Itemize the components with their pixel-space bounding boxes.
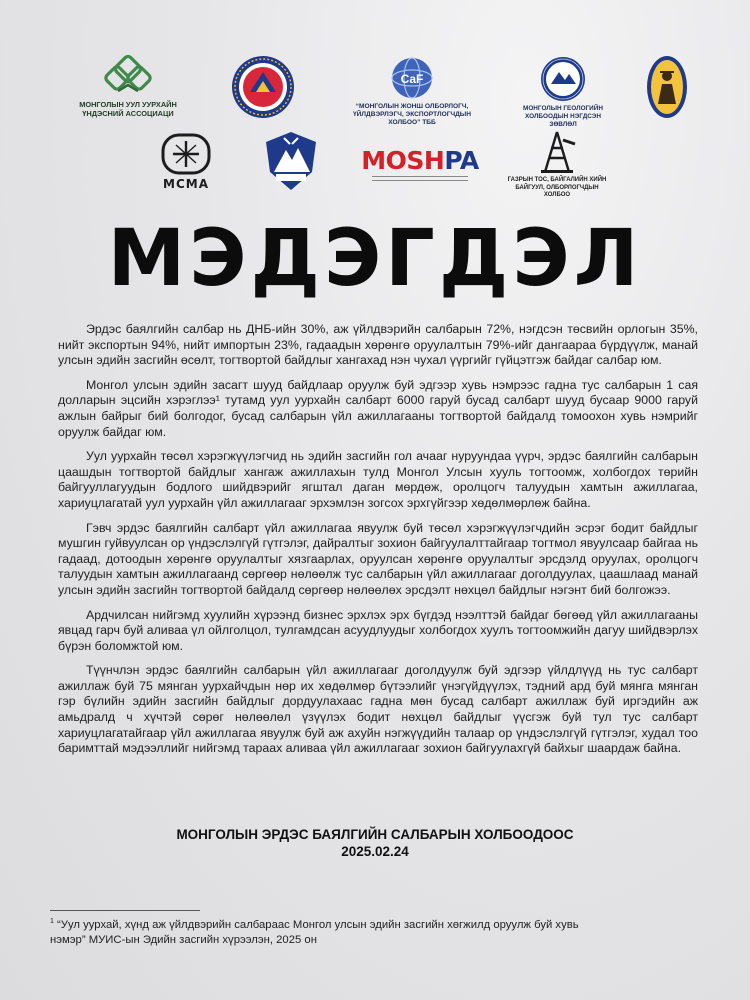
oil-gas-logo <box>502 130 612 200</box>
page-title: МЭДЭГДЭЛ <box>107 214 643 304</box>
umua-caption: МОНГОЛЫН УУЛ УУРХАЙН ҮНДЭСНИЙ АССОЦИАЦИ <box>79 100 177 118</box>
signature-org: МОНГОЛЫН ЭРДЭС БАЯЛГИЙН САЛБАРЫН ХОЛБООДООС <box>176 827 574 842</box>
paragraph-6: Түүнчлэн эрдэс баялгийн салбарын үйл ажиллагааг доголдуулж буй эдгээр үйлдлүүд нь тус салбарт ажиллаж буй 75 мянган уурхайчдын нөр их хөдөлмөр бүтээлийг үнэгүйдүүлэх, тэдний ард буй мянга мянган гэр бүлийн эдийн засгийн байдлыг дордуулахаас гадна мөн бусад салбарт ажиллаж буй иргэдийн аж амьдралд ч хүчтэй сөрөг нөлөөлөл үзүүлэх бодит нөхцөл байдлыг үүсгэж буй тул тус салбарт хариуцлагатайгаар үйл ажиллагаа явуулж буй аж ахуйн нэгжүүдийн талаар ор үндэслэлгүй гүтгэлэг, худал тоо баримттай мэдээллийг нийгэмд тараах аливаа үйл ажиллагааг зохион байгуулахгүй байхыг шаардаж байна. <box>58 663 698 756</box>
statement-body <box>58 322 698 766</box>
paragraph-1: Эрдэс баялгийн салбар нь ДНБ-ийн 30%, аж үйлдвэрийн салбарын 72%, нэгдсэн төсвийн орлогын 35%, нийт экспортын 94%, нийт импортын 23%, гадаадын хөрөнгө оруулалтын 79%-ийг дангаараа бүрдүүлж, манай улсын эдийн засгийн өсөлт, тогтвортой байдлыг хангахад нэн чухал үүргийг гүйцэтгэж байдаг салбар юм. <box>58 322 698 368</box>
svg-text:CaF: CaF <box>400 72 424 86</box>
geo-caption: МОНГОЛЫН ГЕОЛОГИЙН ХОЛБООДЫН НЭГДСЭН ЗӨВЛӨЛ <box>523 105 603 128</box>
moshpa-text-a: MOSH <box>361 146 445 175</box>
moshpa-logo <box>361 146 479 181</box>
footnote <box>50 918 610 948</box>
partner-logos <box>0 0 750 210</box>
knot-emblem-icon <box>104 55 152 97</box>
footnote-marker: 1 <box>50 918 54 926</box>
oil-caption: ГАЗРЫН ТОС, БАЙГАЛИЙН ХИЙН БАЙГУУЛ, ОЛБОРЛОГЧДЫН ХОЛБОО <box>507 177 607 198</box>
paragraph-2: Монгол улсын эдийн засагт шууд байдлаар оруулж буй эдгээр хувь нэмрээс гадна тус салбарын 1 сая долларын эцсийн хэрэглээ¹ тутамд уул уурхайн салбарт 6000 гаруй бусад салбарт шууд бусаар 9000 гаруй ажлын байрыг бий болгодог, бусад салбарын үйл ажиллагааны тогтвортой байдалд томоохон хувь нэмрийг оруулж байдаг юм. <box>58 377 698 439</box>
moshpa-underline <box>372 176 468 181</box>
globe-emblem-icon <box>389 56 435 100</box>
umua-logo <box>58 55 198 118</box>
seal-emblem-icon <box>230 54 296 120</box>
signature-date: 2025.02.24 <box>341 844 409 859</box>
geology-council-logo <box>508 56 618 129</box>
moshpa-text-b: PA <box>444 146 479 175</box>
mcma-logo <box>156 133 216 191</box>
mcma-text: MCMA <box>163 177 209 191</box>
miner-figure-icon <box>646 54 688 120</box>
circle-seal-logo <box>230 54 296 120</box>
mcma-emblem-icon <box>159 133 213 175</box>
wpm-caption: “МОНГОЛЫН ЖОНШ ОЛБОРЛОГЧ, ҮЙЛДВЭРЛЭГЧ, ЭКСПОРТЛОГЧДЫН ХОЛБОО” ТББ <box>353 103 471 126</box>
signature-block <box>0 826 750 860</box>
paragraph-5: Ардчилсан нийгэмд хуулийн хүрээнд бизнес эрхлэх эрх бүгдэд нээлттэй байдаг бөгөөд үйл ажиллагааны явцад гарч буй аливаа үл ойлголцол, тулгамдсан асуудлуудыг холбогдох хуулъ тогтоомжийн дагуу шийдвэрлэх бүрэн боломжтой юм. <box>58 607 698 653</box>
wpm-association-logo <box>352 56 472 127</box>
geology-globe-icon <box>539 56 587 102</box>
mountain-shield-icon <box>262 130 320 192</box>
paragraph-3: Уул уурхайн төсөл хэрэгжүүлэгчид нь эдийн засгийн гол ачааг нуруундаа үүрч, эрдэс баялгийн салбарын цаашдын тогтвортой байдлыг хангаж ажиллахын тулд Монгол Улсын хууль тогтоомж, холбогдох төрийн байгууллагуудын бодлого шийдвэрийг ягштал даган мөрдөж, оролцогч талуудын хамтын ажиллагаа, хариуцлагатай уул уурхайн үйл ажиллагааг эрхэмлэн зогсох эрхгүйгээр хөдөлмөрлөж байна. <box>58 449 698 510</box>
miner-oval-logo <box>646 54 688 120</box>
oil-derrick-icon <box>537 130 577 174</box>
shield-mountain-logo <box>262 130 320 192</box>
footnote-divider <box>50 910 200 911</box>
paragraph-4: Гэвч эрдэс баялгийн салбарт үйл ажиллагаа явуулж буй төсөл хэрэгжүүлэгчдийн эсрэг бодит байдлыг мушгин гуйвуулсан ор үндэслэлгүй гүтгэлэг, дайралтыг зохион байгуулалттайгаар тогтмол явуулсаар байгаа нь гадаад, дотоодын хөрөнгө оруулалтыг хязгаарлах, оруулсан хөрөнгө оруулалтыг эрсдэлд оруулах, оролцогч талуудын хамтын ажиллагаанд сөргөөр нөлөөлж тус салбарын үйл ажиллагааг доголдуулах, цаашлаад манай улсын эдийн засгийн тогтвортой байдалд сөргөөр нөлөөлөх эрсдэлт нөхцөл байдлыг нэгэнт бий болгожээ. <box>58 520 698 597</box>
footnote-text: “Уул уурхай, хүнд аж үйлдвэрийн салбараас Монгол улсын эдийн засгийн хөгжилд оруулж буй хувь нэмэр” МУИС-ын Эдийн засгийн хүрээлэн, 2025 он <box>50 919 579 946</box>
